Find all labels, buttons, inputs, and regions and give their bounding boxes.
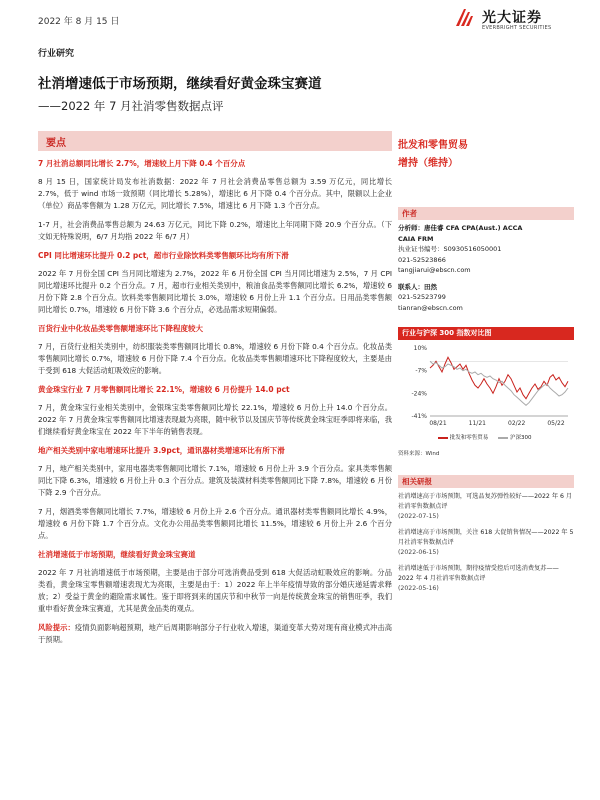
legend-swatch: [498, 437, 508, 439]
x-tick-label: 08/21: [429, 420, 447, 427]
y-tick-label: 10%: [413, 345, 427, 352]
section-heading: 地产相关类别中家电增速环比提升 3.9pct，通讯器材类增速环比有所下滑: [38, 446, 285, 455]
section-heading: CPI 同比增速环比提升 0.2 pct，超市行业除饮料类零售额环比均有所下滑: [38, 251, 289, 260]
section-heading: 黄金珠宝行业 7 月零售额同比增长 22.1%，增速较 6 月份提升 14.0 pct: [38, 385, 290, 394]
y-tick-label: -7%: [415, 367, 427, 375]
author-license: 执业证书编号：S0930516050001: [398, 245, 502, 253]
sidebar: [398, 131, 574, 600]
keypoints-label: 要点: [46, 138, 66, 149]
x-tick-label: 05/22: [547, 420, 565, 427]
related-list: [398, 492, 574, 594]
section-paragraph: 7 月，百货行业相关类别中，纺织服装类零售额同比增长 0.8%，增速较 6 月份下降 0.4 个百分点。化妆品类零售额同比增长 0.7%，增速较 6 月份下降 7.4 个百分点。化妆品类零售额增速环比下降程度较大，主要是由于受到 618 大促活动虹吸效应的影响。: [38, 342, 392, 375]
contact-phone: 021-52523799: [398, 293, 446, 301]
section-heading: 百货行业中化妆品类零售额增速环比下降程度较大: [38, 324, 203, 333]
contact-email[interactable]: tianran@ebscn.com: [398, 303, 463, 312]
y-tick-label: -24%: [411, 390, 427, 398]
risk-text: 疫情负面影响超预期，地产后周期影响部分子行业收入增速，渠道变革大势对现有商业模式冲击高于预期。: [38, 623, 393, 644]
brand-name: 光大证券: [482, 10, 542, 26]
industry-rating: 增持（维持）: [398, 158, 458, 169]
brand-name-en: EVERBRIGHT SECURITIES: [482, 25, 552, 31]
brand-logo: [452, 6, 572, 36]
legend-item: 批发和零售贸易: [438, 433, 488, 441]
keypoints-header: [38, 131, 392, 151]
related-report[interactable]: 社消增速高于市场预期，关注 618 大促销售情况——2022 年 5 月社消零售数据点评 (2022-06-15): [398, 529, 574, 556]
author-block: [398, 223, 574, 313]
author-analyst: 分析师：唐佳睿 CFA CPA(Aust.) ACCA: [398, 224, 523, 232]
section-paragraph: 8 月 15 日，国家统计局发布社消数据：2022 年 7 月社会消费品零售总额为 3.59 万亿元，同比增长 2.7%，低于 wind 市场一致预期（同比增长 5.28%），增速比 6 月下降 0.4 个百分点。其中，限额以上企业（单位）商品零售额为 1.28 万亿元，同比增长 7.5%，增速比 6 月下降 1.3 个百分点。: [38, 177, 392, 210]
contact-name: 联系人：田然: [398, 282, 437, 291]
x-tick-label: 11/21: [468, 420, 486, 427]
report-subtitle: ——2022 年 7 月社消零售数据点评: [38, 99, 224, 113]
section-heading: 社消增速低于市场预期，继续看好黄金珠宝赛道: [38, 550, 196, 559]
industry-name: 批发和零售贸易: [398, 140, 468, 151]
author-header: 作者: [398, 207, 574, 220]
related-header: 相关研报: [398, 475, 574, 488]
related-report[interactable]: 社消增速高于市场预期，可选品复苏弹性较好——2022 年 6 月社消零售数据点评 (2022-07-15): [398, 493, 573, 520]
author-cert: CAIA FRM: [398, 234, 434, 243]
section-paragraph: 2022 年 7 月社消增速低于市场预期，主要是由于部分可选消费品受到 618 大促活动虹吸效应的影响。分品类看，黄金珠宝零售额增速表现尤为亮眼，主要是由于：1）2022 年上半年疫情导致的部分婚庆递延需求释放；2）受益于黄金的避险需求属性。鉴于即将到来的国庆节和中秋节一向是传统黄金珠宝的销售旺季，我们重申看好黄金珠宝赛道，尤其是黄金品类的观点。: [38, 568, 392, 613]
author-phone: 021-52523866: [398, 255, 446, 264]
legend-swatch: [438, 437, 448, 439]
section-heading: 7 月社消总额同比增长 2.7%，增速较上月下降 0.4 个百分点: [38, 159, 246, 168]
report-date: 2022 年 8 月 15 日: [38, 17, 120, 27]
section-paragraph: 7 月，烟酒类零售额同比增长 7.7%，增速较 6 月份上升 2.6 个百分点。通讯器材类零售额同比增长 4.9%，增速较 6 月份下降 1.7 个百分点。文化办公用品类零售额同比增长 11.5%，增速较 6 月份上升 2.6 个百分点。: [38, 507, 392, 540]
risk-label: 风险提示：: [38, 623, 75, 632]
section-paragraph: 1-7 月，社会消费品零售总额为 24.63 万亿元，同比下降 0.2%，增速比上年同期下降 20.9 个百分点。（下文如无特殊说明，6/7 月均指 2022 年 6/7 月）: [38, 220, 392, 241]
section-paragraph: 7 月，黄金珠宝行业相关类别中，金银珠宝类零售额同比增长 22.1%，增速较 6 月份上升 14.0 个百分点。2022 年 7 月黄金珠宝零售额同比增速表现最为亮眼，随中秋节以及国庆节等传统黄金珠宝旺季即将来临，我们继续看好黄金珠宝在 2022 年下半年的销售表现。: [38, 403, 392, 436]
index-comparison-chart: [398, 340, 574, 432]
risk-warning: [38, 622, 392, 646]
related-report[interactable]: 社消增速低于市场预期，期待疫情受控后可选消费复苏——2022 年 4 月社消零售数据点评 (2022-05-16): [398, 565, 559, 592]
section-paragraph: 7 月，地产相关类别中，家用电器类零售额同比增长 7.1%，增速较 6 月份上升 3.9 个百分点。家具类零售额同比下降 6.3%，增速较 6 月份上升 0.3 个百分点。建筑及装潢材料类零售额同比下降 7.8%，增速较 6 月份下降 2.9 个百分点。: [38, 464, 392, 497]
chart-header: 行业与沪深 300 指数对比图: [398, 327, 574, 340]
series-line: [430, 357, 568, 398]
keypoints-body: [38, 158, 392, 653]
legend-item: 沪深300: [498, 433, 531, 441]
report-type: 行业研究: [38, 49, 75, 59]
y-tick-label: -41%: [411, 413, 427, 420]
x-tick-label: 02/22: [508, 420, 526, 427]
author-email[interactable]: tangjiarui@ebscn.com: [398, 266, 471, 274]
section-paragraph: 2022 年 7 月份全国 CPI 当月同比增速为 2.7%，2022 年 6 月份全国 CPI 当月同比增速为 2.5%，7 月 CPI 同比增速环比提升 0.2 个百分点。7 月，超市行业相关类别中，粮油食品类零售额同比增长 6.2%，增速较 6 月份下降 2.8 个百分点。饮料类零售额同比增长 3.0%，增速较 6 月份上升 1.1 个百分点。日用品类零售额同比增长 0.7%，增速较 6 月份下降 3.6 个百分点，必选品需求短期偏弱。: [38, 269, 392, 314]
chart-legend: [398, 433, 574, 441]
everbright-logo-icon: [452, 6, 476, 30]
report-title: 社消增速低于市场预期，继续看好黄金珠宝赛道: [38, 76, 322, 92]
chart-source: 资料来源：Wind: [398, 451, 440, 457]
